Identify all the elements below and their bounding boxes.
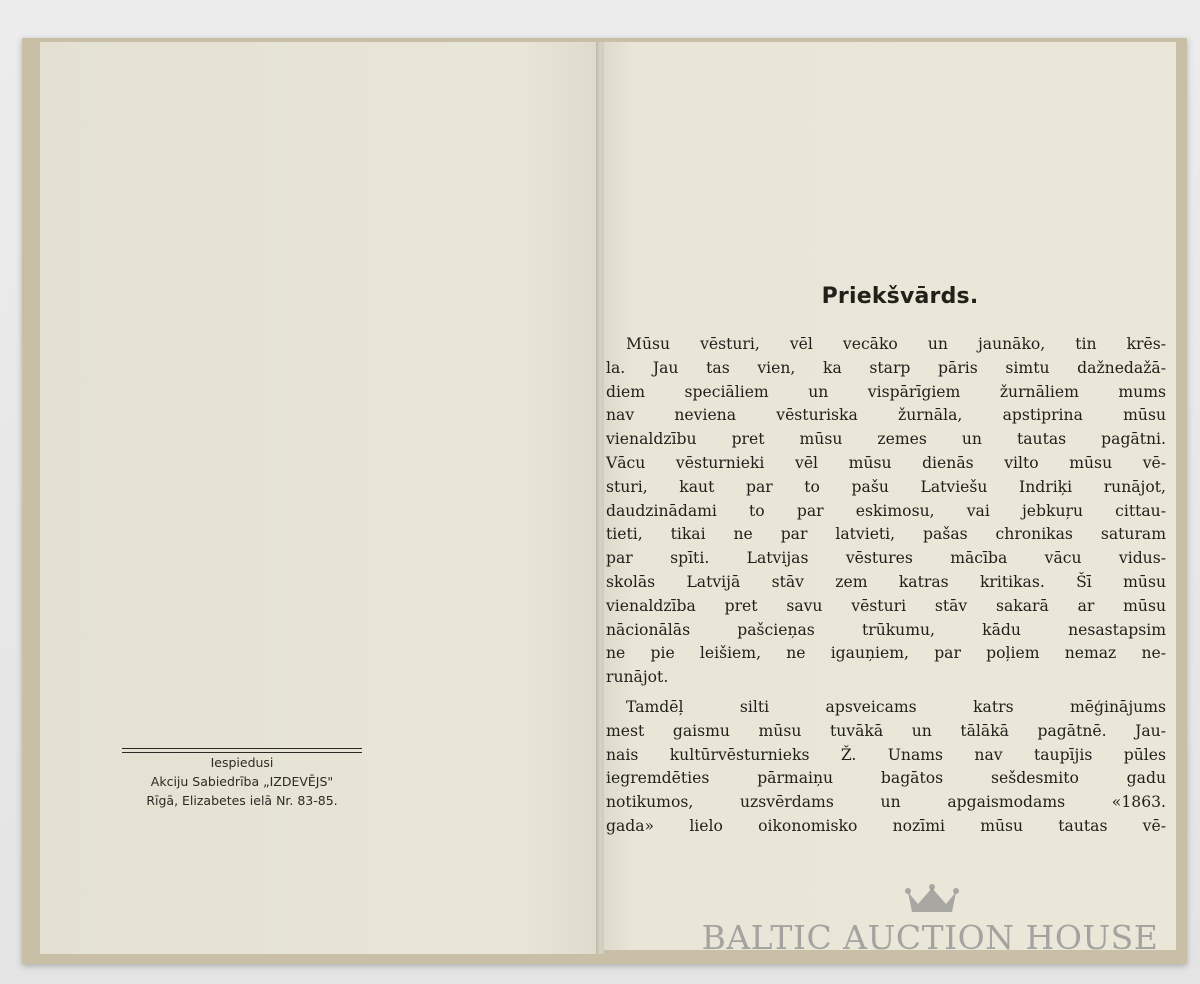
text-line: nav neviena vēsturiska žurnāla, apstiprina mūsu: [606, 406, 1166, 425]
text-line: vienaldzība pret savu vēsturi stāv sakarā ar mūsu: [606, 596, 1166, 615]
text-line: mest gaismu mūsu tuvākā un tālākā pagātnē. Jau-: [606, 721, 1166, 740]
text-line: iegremdēties pārmaiņu bagātos sešdesmito gadu: [606, 769, 1166, 788]
text-line: par spīti. Latvijas vēstures mācība vācu vidus-: [606, 549, 1166, 568]
text-line: diem speciāliem un vispārīgiem žurnāliem mums: [606, 382, 1166, 401]
imprint-line-1: Iespiedusi: [210, 755, 274, 770]
imprint-line-3: Rīgā, Elizabetes ielā Nr. 83-85.: [146, 793, 338, 808]
text-line: runājot.: [606, 668, 669, 687]
text-line: Mūsu vēsturi, vēl vecāko un jaunāko, tin krēs-: [626, 335, 1166, 353]
preface-text: [606, 333, 1166, 839]
text-line: nais kultūrvēsturnieks Ž. Unams nav taupījis pūles: [606, 745, 1166, 764]
text-line: ne pie leišiem, ne igauņiem, par poļiem nemaz ne-: [606, 644, 1166, 663]
text-line: nācionālās pašcieņas trūkumu, kādu nesastapsim: [606, 620, 1166, 639]
watermark-text: BALTIC AUCTION HOUSE: [701, 918, 1159, 957]
crown-icon: [904, 884, 960, 914]
text-line: la. Jau tas vien, ka starp pāris simtu dažnedažā-: [606, 358, 1166, 377]
text-line: tieti, tikai ne par latvieti, pašas chronikas saturam: [606, 525, 1166, 544]
text-line: skolās Latvijā stāv zem katras kritikas. Šī mūsu: [606, 572, 1166, 591]
imprint-rule-top: [122, 748, 362, 749]
text-line: vienaldzību pret mūsu zemes un tautas pagātni.: [606, 430, 1166, 449]
text-line: sturi, kaut par to pašu Latviešu Indriķi runājot,: [606, 477, 1166, 496]
imprint-line-2: Akciju Sabiedrība „IZDEVĒJS": [150, 774, 334, 789]
page-title: Priekšvārds.: [821, 284, 979, 309]
printer-imprint: [122, 748, 362, 810]
text-line: Vācu vēsturnieki vēl mūsu dienās vilto mūsu vē-: [606, 453, 1166, 472]
text-line: Tamdēļ silti apsveicams katrs mēģinājums: [626, 697, 1166, 716]
text-line: gada» lielo oikonomisko nozīmi mūsu tautas vē-: [606, 816, 1166, 835]
left-page: [40, 42, 600, 954]
text-line: notikumos, uzsvērdams un apgaismodams «1863.: [606, 793, 1166, 812]
text-line: daudzinādami to par eskimosu, vai jebkuŗu cittau-: [606, 501, 1166, 520]
book-gutter: [596, 42, 604, 954]
